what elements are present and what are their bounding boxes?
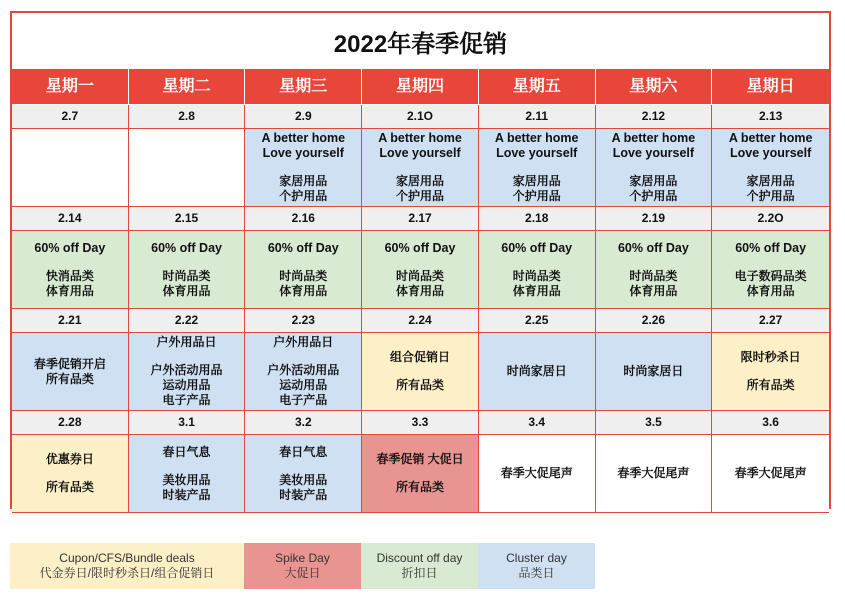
event-line: 体育用品 xyxy=(512,283,561,298)
event-line: 体育用品 xyxy=(45,283,94,298)
legend-cn: 代金券日/限时秒杀日/组合促销日 xyxy=(39,566,215,580)
date-cell: 2.13 xyxy=(712,105,829,129)
event-line: 时尚家居日 xyxy=(506,364,567,378)
date-cell: 3.2 xyxy=(245,411,362,435)
date-cell: 3.4 xyxy=(479,411,596,435)
legend-item xyxy=(478,543,595,589)
weekday-header: 星期日 xyxy=(712,69,829,105)
event-line: 60% off Day xyxy=(384,240,456,255)
event-line: 家居用品 xyxy=(395,174,444,188)
event-line: 户外用品日 xyxy=(156,335,217,349)
event-line: 运动用品 xyxy=(162,378,211,392)
legend-item xyxy=(10,543,244,589)
event-line: 春季大促尾声 xyxy=(617,466,690,480)
legend-en: Cluster day xyxy=(506,551,567,565)
event-line: 时尚品类 xyxy=(512,268,561,283)
event-line: 个护用品 xyxy=(279,189,328,203)
legend-item xyxy=(244,543,361,589)
weekday-header: 星期四 xyxy=(362,69,479,105)
event-cell xyxy=(129,333,246,411)
event-cell xyxy=(712,333,829,411)
event-line: 体育用品 xyxy=(395,283,444,298)
event-line: 家居用品 xyxy=(746,174,795,188)
event-line: 个护用品 xyxy=(746,189,795,203)
event-line: A better home xyxy=(494,131,579,145)
event-line: 快消品类 xyxy=(45,268,94,283)
event-line: 60% off Day xyxy=(34,240,106,255)
event-cell xyxy=(245,231,362,309)
date-cell: 2.2O xyxy=(712,207,829,231)
event-line: 户外活动用品 xyxy=(150,363,223,377)
event-line: 运动用品 xyxy=(279,378,328,392)
event-line: Love yourself xyxy=(496,146,578,160)
event-cell xyxy=(129,129,246,207)
date-cell: 2.16 xyxy=(245,207,362,231)
date-cell: 2.18 xyxy=(479,207,596,231)
legend-cn: 品类日 xyxy=(518,566,555,580)
calendar-title: 2022年春季促销 xyxy=(333,30,508,58)
event-line: 户外用品日 xyxy=(273,335,334,349)
event-cell xyxy=(712,231,829,309)
event-line: 所有品类 xyxy=(45,480,94,494)
event-line: 时尚品类 xyxy=(162,268,211,283)
event-line: Love yourself xyxy=(379,146,461,160)
event-line: 时装产品 xyxy=(162,487,211,502)
date-cell: 2.9 xyxy=(245,105,362,129)
legend-en: Cupon/CFS/Bundle deals xyxy=(59,551,195,565)
event-line: 优惠券日 xyxy=(45,452,94,466)
event-cell xyxy=(596,231,713,309)
legend-en: Discount off day xyxy=(376,551,463,565)
event-line: 60% off Day xyxy=(151,240,222,255)
event-line: 春季大促尾声 xyxy=(500,466,573,480)
event-line: 体育用品 xyxy=(746,283,795,298)
weekday-header: 星期二 xyxy=(129,69,246,105)
event-line: 时尚品类 xyxy=(629,268,678,283)
event-cell xyxy=(12,333,129,411)
event-line: A better home xyxy=(378,131,462,145)
date-cell: 2.28 xyxy=(12,411,129,435)
event-line: A better home xyxy=(728,131,813,145)
event-line: 春日气息 xyxy=(162,444,211,459)
event-line: Love yourself xyxy=(730,146,812,160)
legend-item xyxy=(361,543,478,589)
event-cell xyxy=(12,129,129,207)
event-line: Love yourself xyxy=(612,146,695,160)
event-line: 60% off Day xyxy=(617,240,689,255)
event-line: 春季大促尾声 xyxy=(734,466,807,480)
event-line: 体育用品 xyxy=(629,283,678,298)
event-line: 家居用品 xyxy=(629,174,678,188)
event-line: 电子数码品类 xyxy=(734,268,807,283)
legend-cn: 折扣日 xyxy=(401,566,438,580)
date-cell: 2.7 xyxy=(12,105,129,129)
date-cell: 2.14 xyxy=(12,207,129,231)
event-line: 体育用品 xyxy=(162,283,211,298)
date-cell: 2.17 xyxy=(362,207,479,231)
event-line: A better home xyxy=(611,131,696,145)
date-cell: 2.11 xyxy=(479,105,596,129)
event-cell xyxy=(362,435,479,513)
date-cell: 2.22 xyxy=(129,309,246,333)
event-cell xyxy=(245,129,362,207)
date-cell: 2.27 xyxy=(712,309,829,333)
event-line: 美妆用品 xyxy=(162,472,211,487)
event-cell xyxy=(362,231,479,309)
event-cell xyxy=(129,231,246,309)
weekday-header: 星期五 xyxy=(479,69,596,105)
event-cell xyxy=(245,435,362,513)
event-cell xyxy=(362,333,479,411)
event-line: 体育用品 xyxy=(279,283,328,298)
event-cell xyxy=(12,435,129,513)
event-cell xyxy=(596,435,713,513)
promo-calendar xyxy=(10,11,831,509)
event-cell xyxy=(479,435,596,513)
event-cell xyxy=(596,333,713,411)
event-line: 时尚品类 xyxy=(279,268,328,283)
date-cell: 2.26 xyxy=(596,309,713,333)
event-line: 电子产品 xyxy=(162,393,211,407)
event-line: 个护用品 xyxy=(395,189,444,203)
date-cell: 3.6 xyxy=(712,411,829,435)
event-line: 春季促销开启 xyxy=(33,356,106,371)
date-cell: 2.24 xyxy=(362,309,479,333)
event-cell xyxy=(245,333,362,411)
date-cell: 3.1 xyxy=(129,411,246,435)
event-line: 60% off Day xyxy=(735,240,807,255)
event-cell xyxy=(362,129,479,207)
date-cell: 2.8 xyxy=(129,105,246,129)
weekday-header: 星期三 xyxy=(245,69,362,105)
event-line: 个护用品 xyxy=(629,189,678,203)
event-line: 限时秒杀日 xyxy=(740,350,801,364)
date-cell: 2.12 xyxy=(596,105,713,129)
event-cell xyxy=(479,333,596,411)
event-line: 所有品类 xyxy=(395,378,444,392)
event-line: 春日气息 xyxy=(279,444,328,459)
event-line: 春季促销 大促日 xyxy=(376,452,464,466)
event-line: 时尚家居日 xyxy=(623,364,684,378)
event-line: Love yourself xyxy=(262,146,344,160)
date-cell: 2.23 xyxy=(245,309,362,333)
event-cell xyxy=(479,129,596,207)
event-cell xyxy=(479,231,596,309)
legend xyxy=(10,543,595,589)
event-cell xyxy=(712,129,829,207)
event-line: 60% off Day xyxy=(501,240,573,255)
date-cell: 2.19 xyxy=(596,207,713,231)
event-cell xyxy=(129,435,246,513)
event-line: 所有品类 xyxy=(395,480,444,494)
event-line: 户外活动用品 xyxy=(267,363,340,377)
date-cell: 2.21 xyxy=(12,309,129,333)
event-line: 电子产品 xyxy=(279,393,328,407)
event-line: 所有品类 xyxy=(746,378,795,392)
date-cell: 2.15 xyxy=(129,207,246,231)
date-cell: 3.3 xyxy=(362,411,479,435)
legend-en: Spike Day xyxy=(275,551,330,565)
event-line: 组合促销日 xyxy=(389,350,450,364)
event-line: 美妆用品 xyxy=(279,472,328,487)
event-line: 60% off Day xyxy=(267,240,339,255)
weekday-header: 星期一 xyxy=(12,69,129,105)
event-cell xyxy=(12,231,129,309)
date-cell: 2.25 xyxy=(479,309,596,333)
event-line: A better home xyxy=(261,131,346,145)
event-cell xyxy=(596,129,713,207)
event-line: 时装产品 xyxy=(279,487,328,502)
event-cell xyxy=(712,435,829,513)
date-cell: 2.1O xyxy=(362,105,479,129)
event-line: 时尚品类 xyxy=(395,268,444,283)
event-line: 家居用品 xyxy=(512,174,561,188)
calendar-grid xyxy=(12,69,829,507)
legend-cn: 大促日 xyxy=(284,566,321,580)
date-cell: 3.5 xyxy=(596,411,713,435)
event-line: 家居用品 xyxy=(279,174,328,188)
event-line: 个护用品 xyxy=(512,189,561,203)
weekday-header: 星期六 xyxy=(596,69,713,105)
event-line: 所有品类 xyxy=(45,371,94,386)
